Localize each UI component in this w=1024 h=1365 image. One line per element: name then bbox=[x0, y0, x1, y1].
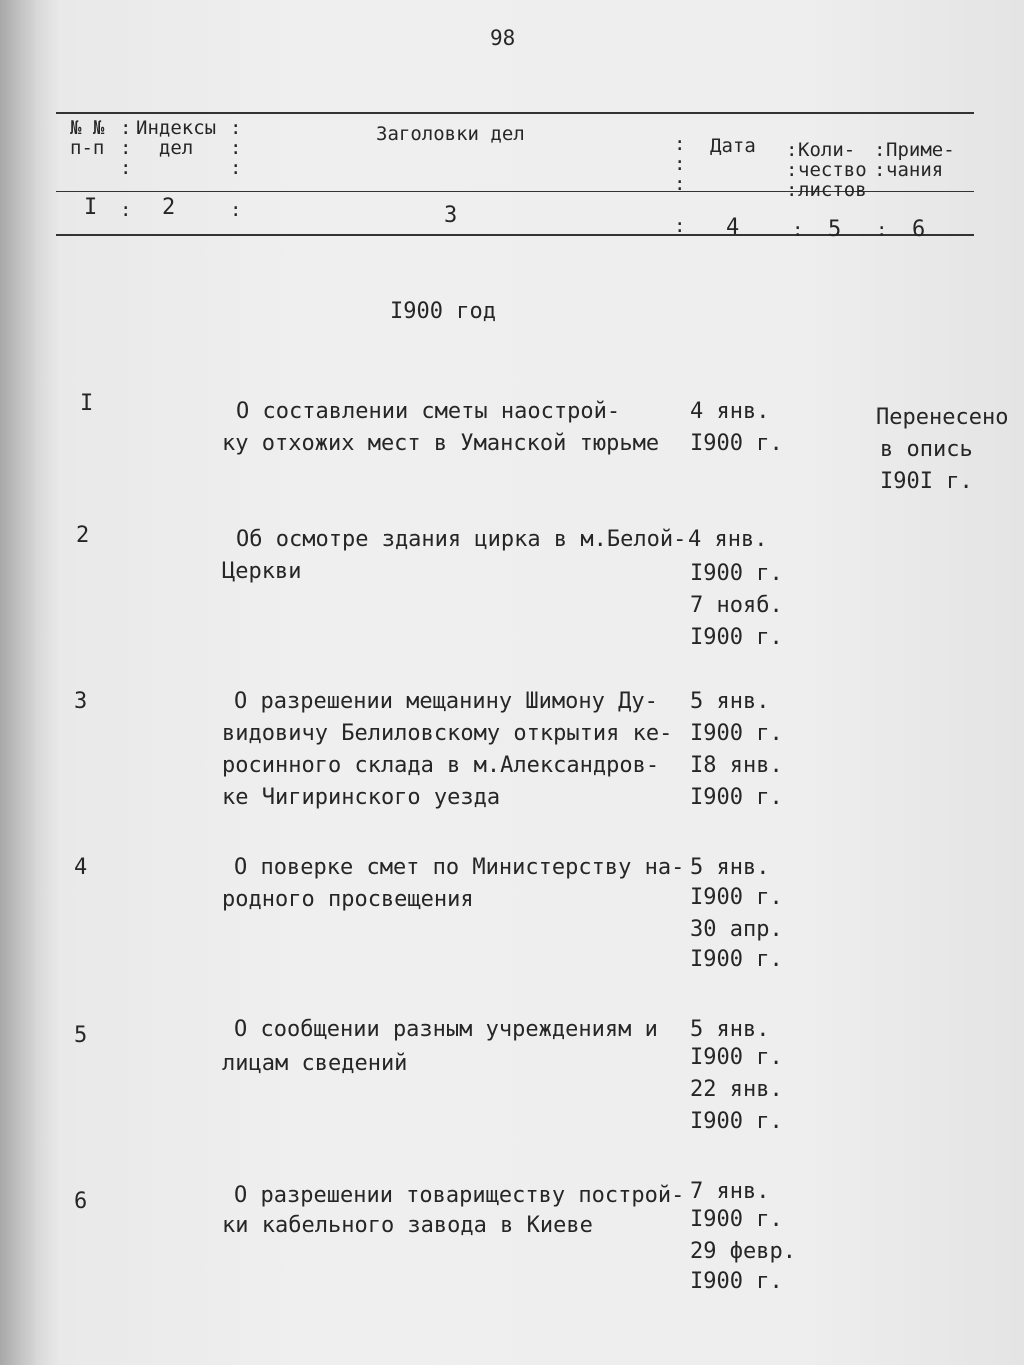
entry-date: 4 янв. bbox=[688, 527, 768, 552]
column-number: 6 bbox=[912, 217, 926, 242]
entry-title-line: ки кабельного завода в Киеве bbox=[222, 1213, 593, 1238]
entry-number: 6 bbox=[74, 1189, 88, 1214]
entry-title-line: О поверке смет по Министерству на- bbox=[234, 855, 685, 880]
entry-date: I900 г. bbox=[690, 1269, 783, 1294]
entry-date: 22 янв. bbox=[690, 1077, 783, 1102]
entry-date: 7 нояб. bbox=[690, 593, 783, 618]
entry-date: I900 г. bbox=[690, 1045, 783, 1070]
column-number-separator: : bbox=[120, 199, 132, 221]
header-col5: Коли- чество листов bbox=[798, 139, 867, 201]
header-separator: : : : bbox=[230, 117, 242, 179]
year-heading: I900 год bbox=[390, 299, 496, 324]
entry-date: 29 февр. bbox=[690, 1239, 796, 1264]
entry-title-line: лицам сведений bbox=[222, 1051, 408, 1076]
column-number: 4 bbox=[726, 215, 740, 240]
entry-number: 3 bbox=[74, 689, 88, 714]
entry-note-line: в опись bbox=[880, 437, 973, 462]
entry-date: 30 апр. bbox=[690, 917, 783, 942]
page-number: 98 bbox=[490, 26, 516, 50]
column-number: I bbox=[84, 195, 98, 220]
header-col2: Индексы дел bbox=[136, 117, 217, 159]
entry-date: 5 янв. bbox=[690, 689, 770, 714]
header-top-rule bbox=[56, 112, 974, 114]
entry-title-line: О составлении сметы наострой- bbox=[236, 399, 621, 424]
column-number-separator: : bbox=[230, 199, 242, 221]
entry-date: 5 янв. bbox=[690, 1017, 770, 1042]
entry-number: 2 bbox=[76, 523, 90, 548]
header-separator: : : : bbox=[674, 133, 686, 195]
entry-title-line: Об осмотре здания цирка в м.Белой- bbox=[236, 527, 687, 552]
entry-date: I900 г. bbox=[690, 625, 783, 650]
entry-date: I900 г. bbox=[690, 721, 783, 746]
entry-title-line: ке Чигиринского уезда bbox=[222, 785, 501, 810]
header-separator: : : : bbox=[120, 117, 132, 179]
entry-date: I900 г. bbox=[690, 561, 783, 586]
header-separator: : : : bbox=[786, 139, 798, 201]
entry-title-line: ку отхожих мест в Уманской тюрьме bbox=[222, 431, 660, 456]
entry-number: 5 bbox=[74, 1023, 88, 1048]
entry-date: 4 янв. bbox=[690, 399, 770, 424]
entry-date: I900 г. bbox=[690, 947, 783, 972]
header-col4: Дата bbox=[710, 135, 756, 157]
entry-number: 4 bbox=[74, 855, 88, 880]
header-col6: Приме- чания bbox=[886, 139, 955, 181]
entry-note-line: I90I г. bbox=[880, 469, 973, 494]
column-number-separator: : bbox=[876, 219, 888, 241]
entry-date: 5 янв. bbox=[690, 855, 770, 880]
entry-title-line: О сообщении разным учреждениям и bbox=[234, 1017, 658, 1042]
entry-date: I900 г. bbox=[690, 785, 783, 810]
entry-title-line: О разрешении мещанину Шимону Ду- bbox=[234, 689, 658, 714]
entry-title-line: росинного склада в м.Александров- bbox=[222, 753, 660, 778]
entry-date: I900 г. bbox=[690, 431, 783, 456]
column-number: 3 bbox=[444, 203, 458, 228]
entry-date: I8 янв. bbox=[690, 753, 783, 778]
entry-title-line: Церкви bbox=[222, 559, 302, 584]
entry-date: I900 г. bbox=[690, 885, 783, 910]
column-number: 2 bbox=[162, 195, 176, 220]
entry-title-line: видовичу Белиловскому открытия ке- bbox=[222, 721, 673, 746]
entry-number: I bbox=[80, 391, 94, 416]
entry-date: I900 г. bbox=[690, 1109, 783, 1134]
header-col1: № № п-п bbox=[70, 117, 105, 159]
header-col3: Заголовки дел bbox=[376, 123, 525, 145]
entry-note-line: Перенесено bbox=[876, 405, 1009, 430]
entry-title-line: О разрешении товариществу построй- bbox=[234, 1183, 685, 1208]
column-number: 5 bbox=[828, 217, 842, 242]
entry-date: I900 г. bbox=[690, 1207, 783, 1232]
entry-date: 7 янв. bbox=[690, 1179, 770, 1204]
entry-title-line: родного просвещения bbox=[222, 887, 474, 912]
header-separator: : : bbox=[874, 139, 886, 181]
column-number-separator: : bbox=[674, 215, 686, 237]
column-number-separator: : bbox=[792, 219, 804, 241]
page-binding-shadow bbox=[0, 0, 36, 1365]
